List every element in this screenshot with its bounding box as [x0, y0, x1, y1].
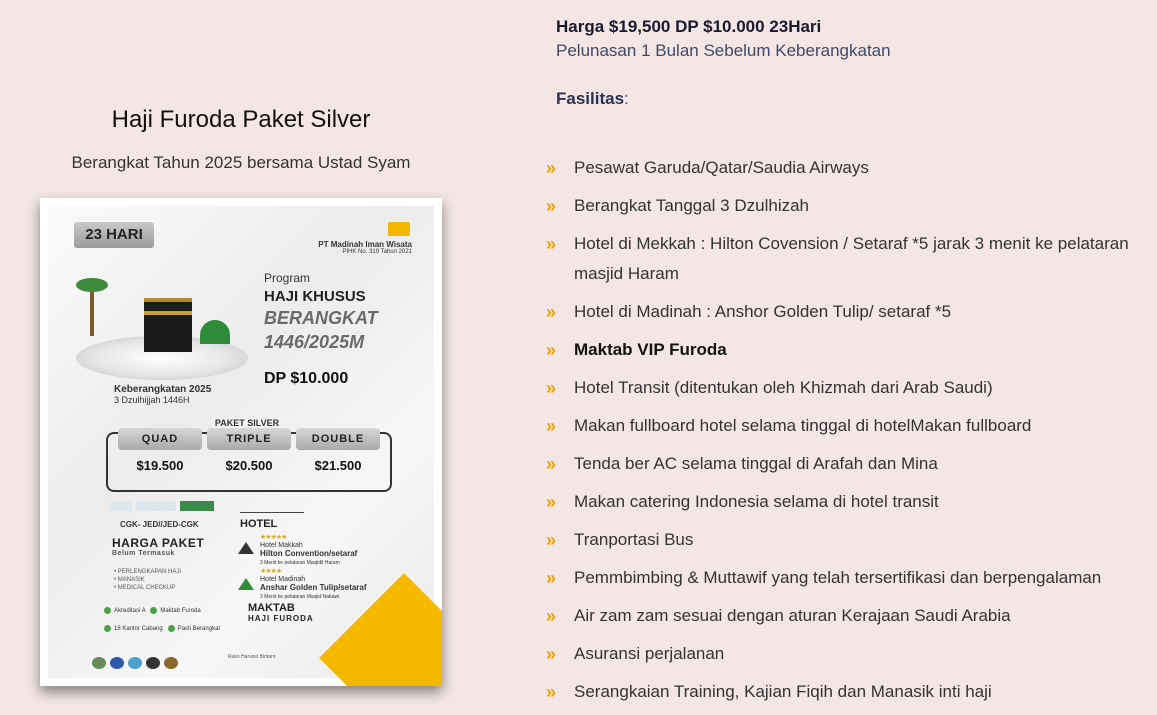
exclusion-item: • MANASIK [114, 577, 145, 583]
double-chevron-right-icon: » [546, 340, 554, 360]
poster-days-badge: 23 HARI [74, 222, 154, 248]
facilities-colon: : [624, 89, 629, 108]
double-chevron-right-icon: » [546, 378, 554, 398]
exclusion-item: • PERLENGKAPAN HAJI [114, 569, 182, 575]
poster-background [48, 206, 434, 678]
payoff-note: Pelunasan 1 Bulan Sebelum Keberangkatan [556, 41, 891, 60]
poster-harga-paket-title: HARGA PAKET [112, 536, 205, 550]
poster-harga-paket-note: Belum Termasuk [112, 550, 175, 557]
kan-logo-icon [110, 657, 124, 669]
poster-maktab [248, 602, 314, 623]
facility-item: » Berangkat Tanggal 3 Dzulhizah [546, 191, 1146, 221]
poster-hotel-label: HOTEL [240, 518, 278, 530]
double-chevron-right-icon: » [546, 454, 554, 474]
poster-features [104, 602, 220, 638]
check-icon [104, 607, 111, 614]
price-col-value: $19.500 [136, 458, 184, 473]
facility-item: » Makan catering Indonesia selama di hotel transit [546, 487, 1146, 517]
price-col-value: $21.500 [314, 458, 362, 473]
facility-item: » Hotel di Mekkah : Hilton Covension / Setaraf *5 jarak 3 menit ke pelataran masjid Haram [546, 229, 1146, 289]
poster-hotel-makkah: ★★★★★ Hotel Makkah Hilton Convention/setaraf 3 Menit ke pelataran Masjidil Haram [260, 534, 358, 566]
facility-item: » Maktab VIP Furoda [546, 335, 1146, 365]
facility-item: » Hotel di Madinah : Anshor Golden Tulip/ setaraf *5 [546, 297, 1146, 327]
package-subtitle: Berangkat Tahun 2025 bersama Ustad Syam [71, 153, 411, 172]
price-col-quad [118, 428, 202, 473]
price-col-triple [207, 428, 291, 473]
double-chevron-right-icon: » [546, 682, 554, 702]
facility-item: » Serangkaian Training, Kajian Fiqih dan Manasik inti haji [546, 677, 1146, 707]
poster-route: CGK- JED//JED-CGK [120, 520, 199, 529]
mosque-small-icon [238, 578, 254, 590]
double-chevron-right-icon: » [546, 234, 554, 254]
price-col-name: DOUBLE [296, 428, 380, 450]
double-chevron-right-icon: » [546, 302, 554, 322]
package-poster-image[interactable] [40, 198, 442, 686]
poster-company [318, 240, 412, 255]
poster-maktab-sub: HAJI FURODA [248, 614, 314, 623]
poster-paket-label [104, 418, 390, 428]
garuda-logo-icon [110, 501, 132, 511]
poster-exclusions [114, 568, 181, 592]
feature-row: Akreditasi A Maktab Furoda [104, 602, 220, 620]
facility-item: » Tenda ber AC selama tinggal di Arafah dan Mina [546, 449, 1146, 479]
kaaba-illustration [76, 276, 246, 386]
double-chevron-right-icon: » [546, 416, 554, 436]
mosque-dome-icon [200, 320, 230, 344]
facility-item: » Pemmbimbing & Muttawif yang telah tersertifikasi dan berpengalaman [546, 563, 1146, 593]
poster-price-table [106, 432, 392, 492]
poster-dp: DP $10.000 [264, 370, 349, 387]
price-col-name: QUAD [118, 428, 202, 450]
facility-item: » Asuransi perjalanan [546, 639, 1146, 669]
exclusion-item: • MEDICAL CHECKUP [114, 585, 176, 591]
price-col-double [296, 428, 380, 473]
price-col-name: TRIPLE [207, 428, 291, 450]
poster-harga-paket [112, 536, 204, 557]
facility-item: » Tranportasi Bus [546, 525, 1146, 555]
poster-program-title: HAJI KHUSUS [264, 288, 366, 305]
double-chevron-right-icon: » [546, 644, 554, 664]
poster-address: Ruko Harvest Bintaro [228, 654, 276, 660]
poster-company-name: PT Madinah Iman Wisata [318, 240, 412, 249]
facility-item: » Air zam zam sesuai dengan aturan Kerajaan Saudi Arabia [546, 601, 1146, 631]
company-logo-icon [388, 222, 410, 236]
package-title: Haji Furoda Paket Silver [111, 106, 371, 133]
kaaba-small-icon [238, 542, 254, 554]
poster-maktab-title: MAKTAB [248, 602, 295, 614]
check-icon [168, 625, 175, 632]
poster-depart-line-2: 1446/2025M [264, 332, 365, 352]
check-icon [104, 625, 111, 632]
poster-program-departure [264, 306, 378, 354]
poster-departure-label: Keberangkatan 2025 [114, 384, 212, 395]
kaaba-icon [144, 298, 192, 352]
poster-departure-date: 3 Dzulhijjah 1446H [114, 395, 190, 405]
star-rating-icon: ★★★★★ [260, 534, 287, 541]
facilities-heading [556, 89, 629, 109]
double-chevron-right-icon: » [546, 530, 554, 550]
double-chevron-right-icon: » [546, 568, 554, 588]
facilities-label: Fasilitas [556, 89, 625, 108]
check-icon [150, 607, 157, 614]
partner-logo-icon [128, 657, 142, 669]
price-col-value: $20.500 [225, 458, 273, 473]
facilities-list [546, 153, 1146, 715]
kemenag-logo-icon [92, 657, 106, 669]
palm-tree-icon [90, 286, 94, 336]
airline-logos [110, 498, 218, 516]
saudia-logo-icon [180, 501, 214, 511]
accreditation-logos [92, 656, 232, 670]
double-chevron-right-icon: » [546, 606, 554, 626]
poster-hotel-madinah: ★★★★ Hotel Madinah Anshar Golden Tulip/setaraf 3 Menit ke pelataran Masjid Nabawi [260, 568, 367, 600]
facility-item: » Makan fullboard hotel selama tinggal di hotelMakan fullboard [546, 411, 1146, 441]
poster-departure-info [114, 384, 211, 405]
poster-paket-label-text: PAKET SILVER [212, 418, 282, 428]
facility-item: » Hotel Transit (ditentukan oleh Khizmah dari Arab Saudi) [546, 373, 1146, 403]
poster-company-license: PIHK No. 319 Tahun 2021 [342, 249, 412, 255]
double-chevron-right-icon: » [546, 196, 554, 216]
poster-depart-line-1: BERANGKAT [264, 308, 378, 328]
partner-logo-icon [146, 657, 160, 669]
double-chevron-right-icon: » [546, 158, 554, 178]
feature-row: 18 Kantor Cabang Pasti Berangkat [104, 620, 220, 638]
qatar-logo-icon [136, 501, 176, 511]
poster-program-label: Program [264, 271, 311, 285]
facility-item: » Pesawat Garuda/Qatar/Saudia Airways [546, 153, 1146, 183]
price-summary: Harga $19,500 DP $10.000 23Hari [556, 17, 822, 36]
star-rating-icon: ★★★★ [260, 568, 282, 575]
partner-logo-icon [164, 657, 178, 669]
double-chevron-right-icon: » [546, 492, 554, 512]
